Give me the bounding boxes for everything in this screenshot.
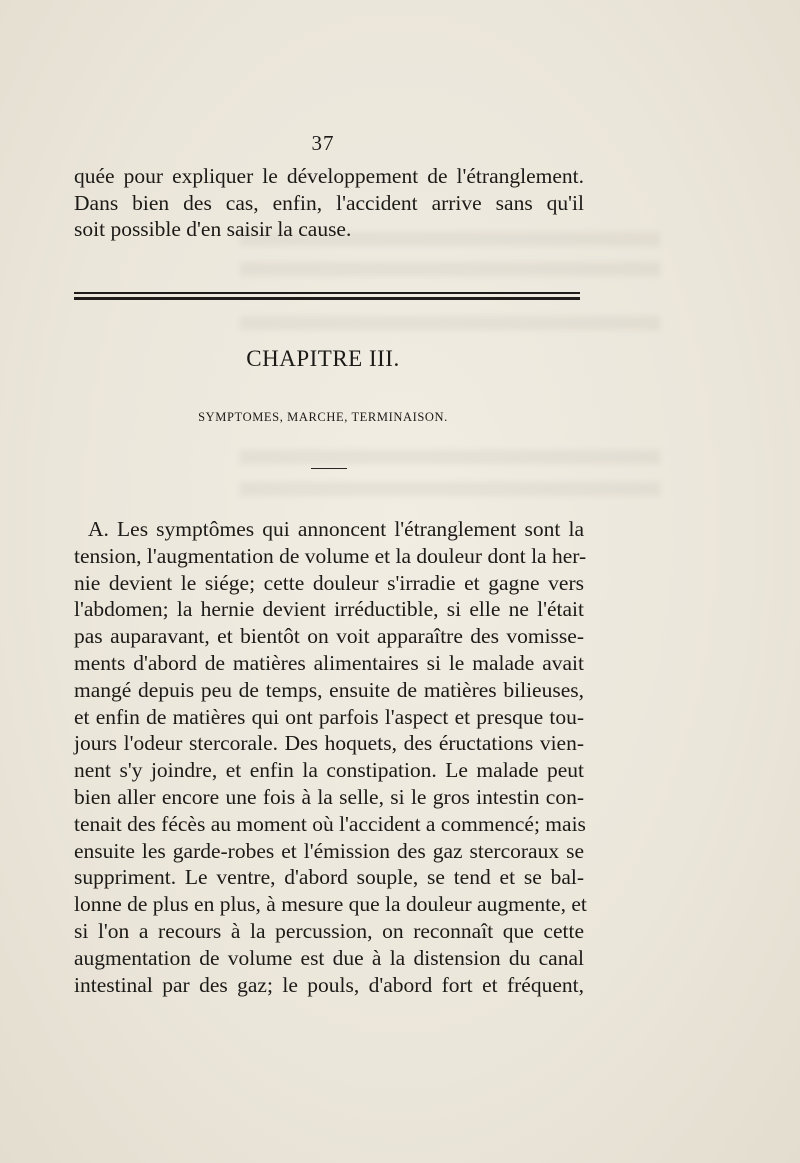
text-line: soit possible d'en saisir la cause.	[74, 217, 352, 241]
double-rule-divider	[74, 292, 580, 300]
chapter-subtitle: SYMPTOMES, MARCHE, TERMINAISON.	[198, 410, 448, 424]
text-line: lonne de plus en plus, à mesure que la douleur augmente, et	[74, 892, 587, 917]
bleed-through-shadow	[240, 316, 660, 330]
text-line: l'abdomen; la hernie devient irréductible, si elle ne l'était	[74, 597, 584, 622]
bleed-through-shadow	[240, 482, 660, 496]
text-line: ensuite les garde-robes et l'émission des gaz stercoraux se	[74, 838, 584, 863]
text-line: nie devient le siége; cette douleur s'irradie et gagne vers	[74, 570, 584, 595]
bleed-through-shadow	[240, 450, 660, 464]
text-line: bien aller encore une fois à la selle, si le gros intestin con-	[74, 784, 584, 809]
chapter-title: CHAPITRE III.	[246, 346, 400, 371]
text-line: tenait des fécès au moment où l'accident a commencé; mais	[74, 811, 586, 836]
text-line: pas auparavant, et bientôt on voit apparaître des vomisse-	[74, 624, 584, 649]
page-number: 37	[311, 131, 335, 155]
top-paragraph	[74, 163, 584, 243]
text-line: suppriment. Le ventre, d'abord souple, se tend et se bal-	[74, 865, 584, 890]
text-line: Dans bien des cas, enfin, l'accident arrive sans qu'il	[74, 190, 584, 215]
text-line: si l'on a recours à la percussion, on reconnaît que cette	[74, 918, 584, 943]
text-line: augmentation de volume est due à la distension du canal	[74, 945, 584, 970]
text-line: nent s'y joindre, et enfin la constipation. Le malade peut	[74, 758, 584, 783]
text-line: ments d'abord de matières alimentaires si le malade avait	[74, 650, 584, 675]
text-line: A. Les symptômes qui annoncent l'étranglement sont la	[88, 517, 584, 541]
text-line: mangé depuis peu de temps, ensuite de matières bilieuses,	[74, 677, 584, 702]
text-line: quée pour expliquer le développement de l'étranglement.	[74, 164, 584, 188]
body-paragraph	[74, 516, 587, 998]
text-line: intestinal par des gaz; le pouls, d'abord fort et fréquent,	[74, 972, 584, 997]
text-line: et enfin de matières qui ont parfois l'aspect et presque tou-	[74, 704, 584, 729]
short-rule-divider	[311, 468, 347, 469]
text-line: tension, l'augmentation de volume et la douleur dont la her-	[74, 543, 587, 568]
bleed-through-shadow	[240, 262, 660, 276]
text-line: jours l'odeur stercorale. Des hoquets, des éructations vien-	[74, 731, 584, 756]
